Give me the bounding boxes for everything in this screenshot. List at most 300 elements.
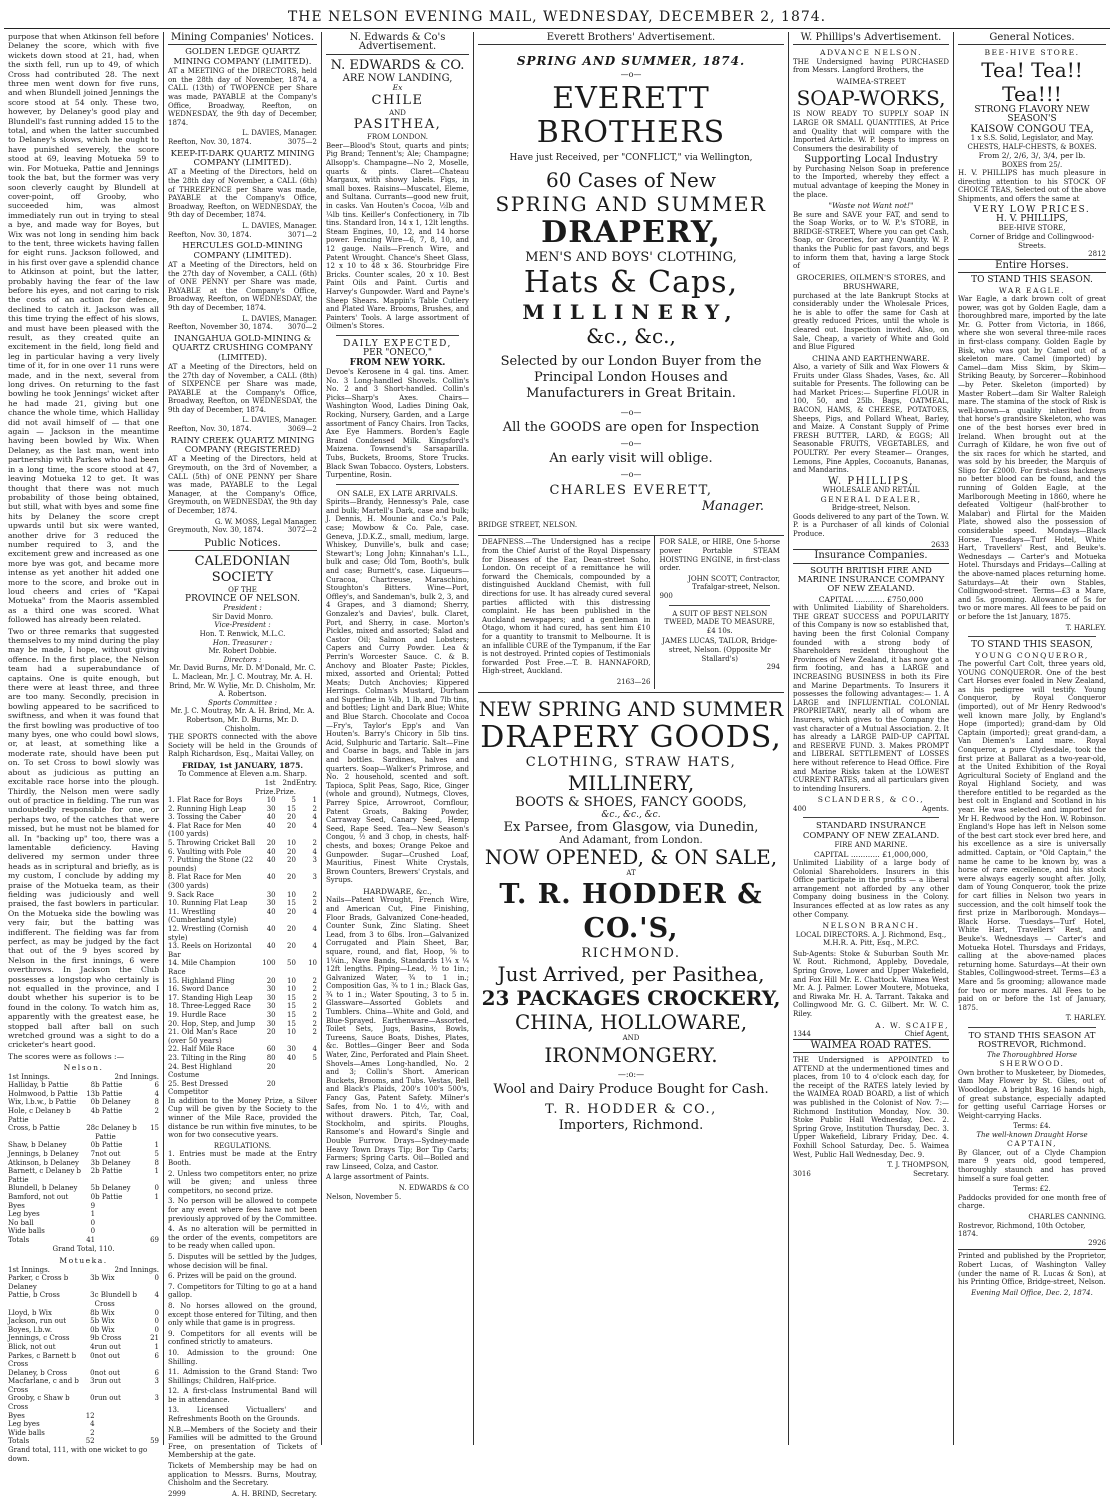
- mining-notice-body: AT a Meeting of the Directors, held on the 27th day of November, a CALL (6th) of ONE PENNY per Share was made, PAYABLE at the Company's Office, Broadway, Reefton, on WEDNESDAY, the 9th day of December, 1874.: [168, 260, 317, 312]
- scorecard-row: [8, 1090, 159, 1099]
- score-cell: 0: [90, 1218, 96, 1227]
- score-cell: b Pattie: [95, 1107, 123, 1116]
- deafness-ad: [478, 536, 655, 688]
- score-cell: 10: [287, 890, 296, 899]
- mining-notice-footer: [168, 425, 317, 434]
- scorecard-row: [8, 1412, 159, 1421]
- regulations-heading: REGULATIONS.: [213, 1141, 272, 1150]
- score-cell: 40: [287, 1053, 296, 1062]
- score-cell: 1: [154, 1167, 159, 1176]
- mining-notice-title: GOLDEN LEDGE QUARTZ MINING COMPANY (LIMITED).: [173, 47, 312, 67]
- event-row: [168, 856, 317, 873]
- public-notices-header: Public Notices.: [168, 538, 317, 551]
- edwards-header: N. Edwards & Co's Advertisement.: [326, 32, 469, 55]
- scaife-signature: A. W. SCAIFE,: [875, 1020, 949, 1030]
- score-cell: No ball: [8, 1218, 34, 1227]
- score-cell: 0: [154, 1325, 159, 1334]
- waimea-street: WAIMEA-STREET: [836, 77, 906, 86]
- score-cell: 1: [312, 796, 317, 805]
- sherwood-terms: Terms: £4.: [1013, 1122, 1051, 1131]
- event-row: [168, 1080, 317, 1097]
- score-cell: [95, 1219, 145, 1228]
- nelson-scorecard: [8, 1081, 159, 1244]
- canning-number: 2926: [1088, 1238, 1106, 1247]
- sclanders-signature: SCLANDERS, & CO.,: [817, 795, 925, 805]
- score-cell: b Wix: [94, 1317, 115, 1326]
- divider: [968, 1027, 1096, 1028]
- everett-etc: &c., &c.,: [586, 323, 676, 348]
- score-cell: 0: [154, 1184, 159, 1193]
- score-cell: b Pattie: [95, 1167, 123, 1176]
- score-cell: [145, 1210, 159, 1219]
- scorecard-row: [8, 1309, 159, 1318]
- officer-role: President :: [223, 604, 262, 613]
- score-cell: 4. Flat Race for Men (100 yards): [168, 821, 242, 839]
- score-cell: run out: [94, 1394, 121, 1403]
- scorecard-row: [8, 1343, 159, 1352]
- mining-notice: [168, 242, 317, 332]
- regulation-item: 10. Admission to the ground: One Shilling.: [168, 1348, 317, 1366]
- score-cell: c Delaney b Pattie: [95, 1124, 137, 1141]
- score-cell: not out: [95, 1150, 121, 1159]
- nb-note: N.B.—Members of the Society and their Families will be admitted to the Ground Free, on presentation of Tickets of Membership at the gate.: [168, 1425, 317, 1460]
- score-cell: b Wix: [94, 1325, 115, 1334]
- south-british-capital: CAPITAL ............ £750,000: [818, 594, 924, 604]
- edwards-late-goods: Spirits—Brandy, Hennessy's Pale, case and bulk; Martell's Dark, case and bulk; J. Dennis, H. Mounie and Co.'s Pale, case; Mowbow & Co. Pale, case. Geneva, J.D.K.Z., small, medium, large. Whiskey, Dunville's, bulk and case; Stewart's; Long John; Kinnahan's L.L., bulk and case; Old Tom, Booth's, bulk and case; Burnett's, case. Liqueurs—Curacoa, Chartreuse, Maraschino, Stoughton's Bitters. Wine—Port, Offley's, and Sandeman's, bulk 2, 3, and 4 Grapes, and 3 diamond; Sherry, Gonzalez's and Davies', bulk. Claret, Port, and Sherry, in case. Morton's Pickles, mixed and assorted; Salad and Castor Oil; Salmon and Lobsters; Capers and Curry Powder. Lea & Perrin's Worcester Sauce. C. & B. Anchovy and Bloater Paste; Pickles, mixed, assorted and Oriental; Potted Meats; Dutch Anchovies; Kippered Herrings. Colman's Mustard, Durham and Superfine in ¼lb, 1 lb, and 7lb tins, and bottles; Light and Dark Blue; White and Blue Starch. Chocolate and Cocoa—Fry's, Taylor's Epp's and Van Houten's. Barry's Chicory in 5lb tins. Acid, Sulphuric and Tartaric. Salt—Fine and Coarse in bags, and Table in jars and bottles. Sardines, halves and quarters. Soap—Walker's Primrose, and No. 2 household, scented and soft. Tapioca, Split Peas, Sago, Rice, Ginger (whole and ground), Nutmegs, Cloves, Parrey Spice, Arrowroot, Cornflour, Patent Groats, Baking Powder, Carraway Seed, Canary Seed, Hemp Seed, Rape Seed. Tea—New Season's Congou, ½ and 3 chop, in chests, half-chests, and boxes; Orange Pekoe and Gunpowder. Sugar—Crushed Loaf, Mauritius, Finest White Crystals, Brown Counters, Brewers' Crystals, and Syrups.: [326, 498, 469, 885]
- edwards-per: PER "ONECO,": [363, 348, 432, 359]
- edwards-paints: A large assortment of Paints.: [326, 1173, 429, 1182]
- hodder-importers: Importers, Richmond.: [558, 1117, 704, 1133]
- score-cell: Wix, l.b.w., b Pattie: [8, 1098, 76, 1107]
- phillips-number: 2633: [931, 540, 949, 549]
- score-cell: 0: [90, 1368, 95, 1377]
- score-cell: 15: [287, 804, 296, 813]
- hodder-adamant: And Adamant, from London.: [559, 834, 703, 846]
- score-cell: [145, 1429, 159, 1438]
- cricket-para-1: purpose that when Atkinson fell before Delaney the score, which with five wickets down stood at 21, had, when the sixth fell, run up to 49, of which Cross had contributed 28. The next three men went down for five runs, and when Blundell joined Jennings the score stood at 54 only. These two, however, by Delaney's good play and Blundell's fast running added 15 to the total, and when the latter succumbed to Delaney's slows, which he ought to have punished severely, the score stood at 69, leaving Motueka 59 to win. For Motueka, Pattie and Jennings took the bat, but the former was very soon cleverly caught by Blundell at cover-point, off Grooby, who succeeded him, was almost immediately run out in trying to steal a bye, and made way for Boyes, but Wix was not long in sending him back to the tent, three wickets having fallen for eight runs. Jackson followed, and in his first over gave a splendid chance to Atkinson at point, but the latter, probably having the fear of the law before his eyes, and not caring to risk the costs of an action for defence, declined to catch it. Jackson was all this time trying the effect of his slows, and must have been pleased with the result, as they created quite an excitement in the field, long field and leg in particular having a very lively time of it, for in one over 11 runs were made, and in the next, several from long drives. On returning to the fast bowling he took Jennings' wicket after he had made 21, giving but one chance the whole time, which Halliday did not avail himself of — that one again — Jackson in the meantime having been bowled by Wix. When Delaney, as the last man, went into partnership with Parkes who had been in a long time, the score stood at 47, leaving Motueka 12 to get. It was thought that there was not much probability of those being obtained, but still, what with byes and some fine hits by Delaney the score crept upwards until but six were wanted, another drive for 3 reduced the number required to 3, and the excitement grew and increased as one more bye was got, and became more intense as yet another hit added one more to the score, and broke out in loud cheers and cries of "Kapai Motueka" from the Maoris assembled as a third one was scored. What followed has already been related.: [8, 32, 159, 625]
- standard-body: Unlimited Liability of a large body of Colonial Shareholders. Insurers in this Office participate in the profits — a liberal arrangement not afforded by any other Company doing business in the Colony. Insurances effected at as low rates as any other Company.: [793, 859, 949, 919]
- everett-cases: 60 Cases of New: [545, 167, 716, 192]
- separator: —:o:—: [617, 1069, 645, 1079]
- score-cell: 0: [154, 1317, 159, 1326]
- column-cricket-report: [4, 32, 164, 1463]
- mining-notice-date: Greymouth, Nov. 30, 1874.: [168, 526, 264, 535]
- score-cell: Jennings, c Cross: [8, 1334, 70, 1343]
- event-row: [168, 908, 317, 925]
- score-cell: 13: [86, 1089, 96, 1098]
- nelson-innings-heads: [8, 1073, 159, 1082]
- score-cell: 15: [287, 993, 296, 1002]
- everett-goods-open: All the GOODS are open for Inspection: [502, 420, 760, 436]
- innings-2-label: 2nd Innings.: [114, 1072, 159, 1081]
- captain-terms: Terms: £2.: [1013, 1185, 1051, 1194]
- mining-notice-date: Reefton, Nov. 30, 1874.: [168, 230, 252, 239]
- scorecard-totals: [8, 1236, 159, 1245]
- scorecard-row: [8, 1202, 159, 1211]
- score-cell: 3: [312, 856, 317, 865]
- score-cell: 24. Best Highland Costume: [168, 1062, 233, 1080]
- score-cell: 3. Tossing the Caber: [168, 813, 242, 822]
- mining-notice-number: 3071—2: [287, 230, 317, 239]
- officer-role: Vice-President :: [214, 621, 271, 630]
- score-cell: 23. Tilting in the Ring: [168, 1053, 246, 1062]
- score-cell: 20: [287, 847, 296, 856]
- event-row: [168, 822, 317, 839]
- mining-notice-footer: [168, 323, 317, 332]
- officer-group: [168, 656, 317, 699]
- score-cell: 9: [90, 1334, 95, 1343]
- mining-notice-body: AT a Meeting of the Directors, held on the 28th day of November, a CALL (6th) of THREEPENCE per Share was made, PAYABLE at the Company's Office, Broadway, Reefton, on WEDNESDAY, the 9th day of December, 1874.: [168, 168, 317, 220]
- edwards-date: Nelson, November 5.: [326, 1192, 402, 1201]
- support-body: by Purchasing Nelson Soap in preference to the Imported, whereby they effect a mutual advantage of keeping the Money in the place.: [793, 164, 949, 199]
- hodder-at: AT: [626, 869, 636, 878]
- mining-notice-number: 3070—2: [287, 323, 317, 332]
- score-cell: 30: [266, 804, 276, 813]
- score-cell: 1: [154, 1193, 159, 1201]
- score-cell: 4: [154, 1291, 159, 1300]
- score-cell: run out: [94, 1377, 121, 1386]
- event-row: [168, 1020, 317, 1029]
- society-of: OF THE: [228, 586, 257, 595]
- war-eagle-body: War Eagle, a dark brown colt of great power, was got by Golden Eagle, dam a thoroughbred mare, imported by the late Mr. G. Potter from Victoria, in 1866, where she won several three-mile races in first-class company. Golden Eagle by Bisk, who was got by Camel out of a skeleton mare. Camel (imported) by Camel—dam Miss Skim, by Skim—Striking Beauty, by Sorcerer—Robinhood—by Peter. Skeleton (imported) by Master Robert—dam Sir Walter Raleigh mare. The stamina of the stock of Risk is well-known—a quality inherited from that horse's grandsire Skeleton, who was one of the best horses ever bred in Ireland. When brought out at the Curragh of Kildare, he won five out of the six races for which he started, and was sold by his breeder, the Marquis of Sligo for £2000. For first-class hackneys no better blood can be found, and the running of Golden Eagle, at the Marlborough Meeting in 1860, where he defeated Voltigeur (half-brother to Malabar) and Flirtal for the Maiden Plate, showed also the possession of considerable speed. Mondays—Black Horse. Tuesdays—Turf Hotel, White Hart, Travellers' Rest, and Beuke's. Wednesdays — Carter's and Motueka Hotel. Thursdays and Fridays—Calling at the above-named places returning home. Saturdays—At their own Stables, Collingwood-street. Terms—£3 a Mare, and 5s. grooming. Allowance of 5s for two or more mares. All fees to be paid on or before the 1st January, 1875.: [958, 295, 1106, 621]
- column-phillips-insurance: [789, 32, 954, 1445]
- score-cell: 2. Running High Leap: [168, 804, 247, 813]
- road-rates-title: WAIMEA ROAD RATES.: [793, 1039, 949, 1053]
- score-cell: 8. Flat Race for Men (300 yards): [168, 873, 242, 891]
- standard-title: STANDARD INSURANCE COMPANY OF NEW ZEALAND.: [802, 821, 940, 841]
- score-cell: [95, 1429, 145, 1438]
- score-cell: 20: [266, 1062, 276, 1071]
- mining-notice-signature: L. DAVIES, Manager.: [242, 221, 317, 230]
- score-cell: 40: [266, 907, 276, 916]
- cup-addition: In addition to the Money Prize, a Silver Cup will be given by the Society to the winner of the Mile Race, provided the distance be run within five minutes, to be won for two consecutive years.: [168, 1096, 317, 1140]
- imprint-text: Printed and published by the Proprietor, Robert Lucas, of Washington Valley (under the name of R. Lucas & Son), at his Printing Office, Bridge-street, Nelson.: [958, 1252, 1106, 1287]
- tea-kaisow: KAISOW CONGOU TEA,: [970, 123, 1094, 135]
- score-cell: 30: [266, 985, 276, 994]
- score-cell: Grooby, c Shaw b Cross: [8, 1394, 70, 1412]
- score-cell: 5: [154, 1150, 159, 1159]
- score-cell: 6: [154, 1081, 159, 1090]
- score-cell: 18. Three-Legged Race: [168, 1002, 251, 1011]
- score-cell: 9. Sack Race: [168, 890, 214, 899]
- hodder-ex-parsee: Ex Parsee, from Glasgow, via Dunedin,: [503, 819, 759, 835]
- mining-notice-number: 3069—2: [287, 425, 317, 434]
- captain-sub: The well-known Draught Horse: [976, 1130, 1088, 1139]
- score-cell: 10: [287, 839, 296, 848]
- score-cell: 6. Vaulting with Pole: [168, 847, 242, 856]
- score-cell: 0: [90, 1394, 95, 1403]
- score-cell: 3: [90, 1274, 95, 1283]
- mining-notices-header: Mining Companies' Notices.: [168, 32, 317, 45]
- standard-branch: NELSON BRANCH.: [822, 921, 920, 931]
- event-row: [168, 1011, 317, 1020]
- phillips-header: W. Phillips's Advertisement.: [793, 32, 949, 45]
- score-cell: [296, 1063, 317, 1080]
- score-cell: 30: [266, 890, 276, 899]
- score-cell: b Pattie: [95, 1081, 123, 1090]
- everett-manager-name: CHARLES EVERETT,: [549, 482, 713, 498]
- event-row: [168, 942, 317, 959]
- score-cell: 30: [266, 1010, 276, 1019]
- score-cell: Leg byes: [8, 1420, 40, 1429]
- officer-group: [168, 699, 317, 733]
- everett-selected: Selected by our London Buyer from the Principal London Houses and Manufacturers in Great Britain.: [500, 353, 762, 401]
- score-cell: Wide balls: [8, 1227, 45, 1236]
- score-cell: Totals: [8, 1235, 30, 1244]
- score-cell: Lloyd, b Wix: [8, 1308, 52, 1317]
- score-cell: 1st Prize.: [255, 778, 276, 796]
- score-cell: 25. Best Dressed Competitor: [168, 1079, 229, 1097]
- score-cell: 3: [90, 1291, 95, 1300]
- regulations-list: [168, 1150, 317, 1423]
- edwards-hardware-goods: Nails—Patent Wrought, French Wire, and American Cut, Fine Finishing, Floor Brads, Galvanized Cone-headed, Counter Sunk, Zinc Slating. Sheet Lead, from 3 to 6lbs. Iron—Galvanized Corrugated and Plain Sheet, Bar, square, round, and flat, Hoop, ⅝ to 1¼in., Nave Bands, Standards 1¼ x ¼ 12ft lengths. Piping—Lead, ½ to 1in.; Galvanized Water, ¾ to 1 in.; Composition Gas, ¾ to 1 in.; Black Gas, ¾ to 1 in.; Water Spouting, 3 to 5 in. Glassware—Assorted Goblets and Tumblers. China—White and Gold, and Blue-Sprayed. Earthenware—Assorted, Toilet Sets, Jugs, Basins, Bowls, Tureens, Sauce Boats, Dishes, Plates, &c. Bottles—Ginger Beer and Soda Water, Zinc, Perforated and Plain Sheet. Shovels—Ames Long-handled, No. 2 and 3; Collin's Short. American Buckets, Brooms, and Tubs. Vestas, Bell and Black's Plaids, 200's 100's 500's, Fancy Gas, Patent Safety. Milner's Safes, from No. 1 to 4½, with and without drawers. Pitch, Tar, Coal, Stockholm, and spirits. Ploughs, Ransome's and Howard's Single and Double Furrow. Drays—Sydney-made Heavy Town Drays Tip; Bor Tip Carts; Farmers; Spring Carts. Oil—Boiled and raw Linseed, Colza, and Castor.: [326, 896, 469, 1171]
- south-british-title: SOUTH BRITISH FIRE AND MARINE INSURANCE COMPANY OF NEW ZEALAND.: [797, 565, 945, 595]
- scorecard-row: [8, 1098, 159, 1107]
- event-row: [168, 1045, 317, 1054]
- nelson-grand-total: Grand Total, 110.: [52, 1244, 115, 1253]
- motueka-grand-total: Grand total, 111, with one wicket to go down.: [8, 1446, 148, 1463]
- mining-notice: [168, 48, 317, 146]
- score-cell: 10: [308, 959, 317, 968]
- column-general-notices: [954, 32, 1110, 1445]
- score-cell: 20: [287, 856, 296, 865]
- captain-name: CAPTAIN,: [1006, 1139, 1058, 1149]
- edwards-daily: DAILY EXPECTED,: [343, 338, 452, 349]
- mining-notice-date: Reefton, November 30, 1874.: [168, 323, 273, 332]
- scorecard-totals: [8, 1437, 159, 1446]
- everett-manager-title: Manager.: [701, 498, 764, 514]
- hodder-and: AND: [622, 1033, 640, 1042]
- score-cell: 8: [154, 1158, 159, 1167]
- mining-notice-signature: G. W. MOSS, Legal Manager.: [214, 517, 317, 526]
- score-cell: 4: [312, 1045, 317, 1054]
- score-cell: 8: [154, 1098, 159, 1107]
- score-cell: 2: [312, 839, 317, 848]
- insurance-header: Insurance Companies.: [793, 549, 949, 563]
- war-eagle-name: WAR EAGLE.: [998, 285, 1066, 295]
- event-row: [168, 959, 317, 976]
- hodder-packages: 23 PACKAGES CROCKERY,: [481, 985, 781, 1010]
- regulation-item: 2. Unless two competitors enter, no prize will be given; and unless three competitors, no second prize.: [168, 1169, 317, 1195]
- score-cell: 2: [90, 1167, 96, 1176]
- score-cell: Parker, c Cross b Delaney: [8, 1274, 69, 1291]
- hodder-new-spring: NEW SPRING AND SUMMER: [478, 696, 784, 721]
- hodder-millinery: MILLINERY,: [567, 770, 695, 795]
- sherwood-sub: The Thoroughbred Horse: [986, 1050, 1078, 1059]
- regulation-item: 12. A first-class Instrumental Band will be in attendance.: [168, 1387, 317, 1404]
- event-row: [168, 994, 317, 1003]
- score-cell: 52: [85, 1437, 95, 1446]
- score-cell: b Pattie: [95, 1089, 123, 1098]
- event-row: [168, 1054, 317, 1063]
- divider: [669, 605, 770, 606]
- score-cell: 0: [90, 1325, 95, 1334]
- event-row: [168, 1063, 317, 1080]
- hodder-signature: T. R. HODDER & CO.,: [545, 1101, 717, 1117]
- score-cell: 8: [90, 1308, 95, 1317]
- score-cell: 4: [90, 1420, 95, 1429]
- scaife-agent: Chief Agent,: [904, 1030, 949, 1038]
- score-cell: Leg byes: [8, 1210, 40, 1219]
- event-row: [168, 839, 317, 848]
- score-cell: 10: [266, 796, 276, 805]
- score-cell: 2: [312, 1002, 317, 1011]
- event-row: [168, 899, 317, 908]
- score-cell: Entry.: [295, 778, 317, 787]
- score-cell: Parkes, c Barnett b Cross: [8, 1351, 77, 1369]
- scorecard-row: [8, 1150, 159, 1159]
- score-cell: b Delaney: [95, 1098, 131, 1107]
- score-cell: b Cross: [94, 1334, 122, 1343]
- column-edwards-ad: [322, 32, 474, 1445]
- score-cell: 10: [287, 985, 296, 994]
- score-cell: 22. Half Mile Race: [168, 1045, 235, 1054]
- edwards-firm: N. EDWARDS & CO.: [330, 57, 465, 73]
- event-row: [168, 848, 317, 857]
- tea-strong: STRONG FLAVORY NEW SEASON'S: [974, 104, 1090, 125]
- score-cell: 28: [86, 1124, 96, 1133]
- score-cell: 2: [312, 993, 317, 1002]
- score-cell: Macfarlane, c and b Cross: [8, 1377, 79, 1394]
- score-cell: 21. Old Man's Race (over 50 years): [168, 1028, 238, 1045]
- score-cell: 13. Reels on Horizontal Bar: [168, 942, 252, 959]
- society-province: PROVINCE OF NELSON.: [185, 593, 300, 604]
- score-cell: 20: [287, 821, 296, 830]
- motueka-scorecard: [8, 1274, 159, 1446]
- nelson-team-heading: Nelson.: [63, 1063, 104, 1073]
- score-cell: 16. Sword Dance: [168, 985, 229, 994]
- canning-signature: CHARLES CANNING.: [1028, 1213, 1106, 1222]
- mining-notice-body: AT a MEETING of the DIRECTORS, held on the 28th day of November, 1874, a CALL (13th) of TWOPENCE per Share was made, PAYABLE at the Company's Office, Broadway, Reefton, on WEDNESDAY, the 9th day of December, 1874.: [168, 67, 317, 127]
- score-cell: 10: [287, 1028, 296, 1037]
- score-cell: b Pattie: [95, 1141, 123, 1150]
- score-cell: 3: [90, 1377, 95, 1386]
- score-cell: 40: [266, 942, 276, 951]
- score-cell: 2: [90, 1428, 95, 1437]
- tickets-note: Tickets of Membership may be had on application to Messrs. Burns, Moutray, Chisholm and the Secretary.: [168, 1462, 317, 1488]
- society-officers: [168, 604, 317, 733]
- score-cell: 4: [312, 942, 317, 951]
- hodder-wool: Wool and Dairy Produce Bought for Cash.: [493, 1081, 769, 1097]
- score-cell: 20: [287, 925, 296, 933]
- tea-ships: 1 x S.S. Solid, Legislator, and May.: [970, 134, 1094, 143]
- officer-role: Sports Committee :: [207, 698, 278, 707]
- score-cell: 15: [287, 1002, 296, 1011]
- score-cell: Jackson, run out: [8, 1317, 67, 1326]
- score-cell: 2nd Prize.: [275, 778, 296, 796]
- score-cell: Totals: [8, 1437, 30, 1446]
- score-cell: [95, 1412, 145, 1421]
- score-cell: 0: [90, 1193, 96, 1201]
- score-cell: [95, 1210, 145, 1219]
- score-cell: 15: [287, 1010, 296, 1019]
- standard-capital: CAPITAL ............ £1,000,000,: [813, 849, 929, 859]
- phillips-name: W. PHILLIPS,: [828, 475, 914, 487]
- war-eagle-signature: T. HARLEY.: [1065, 623, 1106, 632]
- score-cell: 41: [86, 1235, 96, 1244]
- everett-early: An early visit will oblige.: [549, 451, 713, 467]
- score-cell: 1. Flat Race for Boys: [168, 796, 243, 805]
- score-cell: 4: [312, 813, 317, 822]
- mining-notice-footer: [168, 231, 317, 240]
- score-cell: 0: [90, 1098, 96, 1107]
- scorecard-row: [8, 1081, 159, 1090]
- divider: [336, 335, 459, 336]
- masthead: THE NELSON EVENING MAIL, WEDNESDAY, DECEMBER 2, 1874.: [4, 6, 1110, 29]
- score-cell: not out: [94, 1351, 120, 1360]
- events-table: [168, 779, 317, 1097]
- hodder-now-opened: NOW OPENED, & ON SALE,: [484, 845, 778, 870]
- suit-number: 294: [766, 663, 780, 672]
- scorecard-row: [8, 1291, 159, 1308]
- score-cell: Shaw, b Delaney: [8, 1141, 67, 1150]
- sherwood-name: SHERWOOD.: [999, 1059, 1065, 1069]
- score-cell: [276, 1080, 296, 1097]
- phillips-intro: THE Undersigned having PURCHASED from Messrs. Langford Brothers, the: [793, 57, 949, 75]
- standard-number: 1344: [793, 1030, 811, 1038]
- hodder-richmond: RICHMOND.: [581, 945, 681, 961]
- score-cell: 40: [266, 847, 276, 856]
- score-cell: 3: [154, 1394, 159, 1403]
- score-cell: 3: [154, 1377, 159, 1386]
- score-cell: 3: [312, 873, 317, 882]
- score-cell: 15: [150, 1124, 159, 1133]
- score-cell: Bamford, not out: [8, 1193, 69, 1201]
- score-cell: 15: [287, 899, 296, 908]
- score-cell: [145, 1202, 159, 1211]
- score-cell: 20: [287, 813, 296, 822]
- regulation-item: 7. Competitors for Tilting to go at a hand gallop.: [168, 1282, 317, 1300]
- hodder-just-arrived: Just Arrived, per Pasithea,: [497, 961, 765, 986]
- divider: [968, 636, 1096, 637]
- score-cell: 2: [312, 1028, 317, 1037]
- score-cell: b Delaney: [95, 1184, 131, 1193]
- score-cell: 0: [90, 1351, 95, 1360]
- officer-names: Mr. David Burns, Mr. D. M'Donald, Mr. C. L. Maclean, Mr. J. C. Moutray, Mr. A. H. Brind, Mr. W. Wylie, Mr. D. Chisholm, Mr. A. Robertson.: [169, 664, 316, 699]
- score-cell: 20: [266, 1079, 276, 1088]
- separator: —o—: [620, 439, 642, 449]
- regulation-item: 9. Competitors for all events will be confined strictly to amateurs.: [168, 1329, 317, 1347]
- mining-notice-title: INANGAHUA GOLD-MINING & QUARTZ CRUSHING COMPANY (LIMITED).: [172, 333, 313, 363]
- officer-names: Sir David Monro.: [212, 612, 273, 621]
- mining-notice-signature: L. DAVIES, Manager.: [242, 314, 317, 323]
- score-cell: Pattie, b Cross: [8, 1291, 60, 1300]
- imprint-date: Evening Mail Office, Dec. 2, 1874.: [971, 1288, 1093, 1297]
- canning-date: Rostrevor, Richmond, 10th October, 1874.: [958, 1221, 1086, 1239]
- everett-address: BRIDGE STREET, NELSON.: [478, 520, 578, 529]
- everett-drapery: DRAPERY,: [541, 214, 721, 250]
- score-cell: b Wix: [94, 1274, 115, 1283]
- sports-text: THE SPORTS connected with the above Society will be held in the Grounds of Ralph Richardson, Esq., Maitai Valley, on: [168, 733, 317, 759]
- score-cell: 59: [150, 1437, 159, 1446]
- war-eagle-stand: TO STAND THIS SEASON.: [971, 275, 1093, 286]
- score-cell: 69: [150, 1235, 159, 1244]
- score-cell: 7. Putting the Stone (22 pounds): [168, 856, 254, 873]
- score-cell: Blundell, b Delaney: [8, 1184, 78, 1193]
- edwards-goods: Beer—Blood's Stout, quarts and pints; Pig Brand; Tennent's; Ale; Champagne; Allsopp's. Champagne—No 2, Moselle, quarts & pints. Claret—Chateau Margaux, with showy labels. Figs, in small boxes. Raisins—Muscatel, Eleme, and Sultana. Currants—good new fruit, in casks. Van Houten's Cocoa, ½lb and ¼lb tins. Keiller's Confectionery, in 7lb tins. Standard Iron, 14 x 1, 12lt lengths. Steam Engines, 10, 12, and 14 horse power. Fencing Wire—6, 7, 8, 10, and 12 gauge. Nails—French Wire, and Patent Wrought. Chance's Sheet Glass, 12 x 10 to 48 x 36. Stourbridge Fire Bricks. Counter scales, 20 x 10. Best Paint Oils and Paint. Curtis and Harvey's Gunpowder. Ward and Payne's Sheep Shears. Mappin's Table Cutlery and Plated Ware. Brooms, Brushes, and Painters' Tools. A large assortment of Oilmen's Stores.: [326, 141, 469, 331]
- events-head-row: [168, 779, 317, 796]
- engine-sale-number: 900: [659, 592, 673, 600]
- score-cell: [95, 1202, 145, 1211]
- south-british-body: with Unlimited Liability of Shareholders. THE GREAT SUCCESS and POPULARITY of this Company is now so established that, having been the first Colonial Company founded with a strong body of Shareholders resident throughout the Provinces of New Zealand, it has now got a firm footing, and has a LARGE and INCREASING BUSINESS in both its Fire and Marine Departments. To Insurers it possesses the following advantages:— 1. A LARGE and INFLUENTIAL COLONIAL PROPRIETARY, nearly all of whom are Insurers, which gives to the Company the vast character of a Mutual Association. 2. It has already a LARGE PAID-UP CAPITAL and RESERVE FUND. 3. Makes PROMPT and LIBERAL SETTLEMENT of LOSSES here without reference to Head Office. Fire and Marine Risks taken at the LOWEST CURRENT RATES, and all particulars given to intending Insurers.: [793, 604, 949, 793]
- score-cell: Boyes, l.b.w.: [8, 1325, 53, 1334]
- score-cell: b Delaney: [95, 1158, 131, 1167]
- score-cell: 2: [312, 1010, 317, 1019]
- officer-names: Mr. Robert Dobbie.: [208, 647, 277, 656]
- general-header: General Notices.: [958, 32, 1106, 45]
- engine-sale-text: FOR SALE, or HIRE, One 5-horse power Portable STEAM HOISTING ENGINE, in first-class order.: [659, 538, 780, 573]
- score-cell: 30: [287, 1045, 296, 1054]
